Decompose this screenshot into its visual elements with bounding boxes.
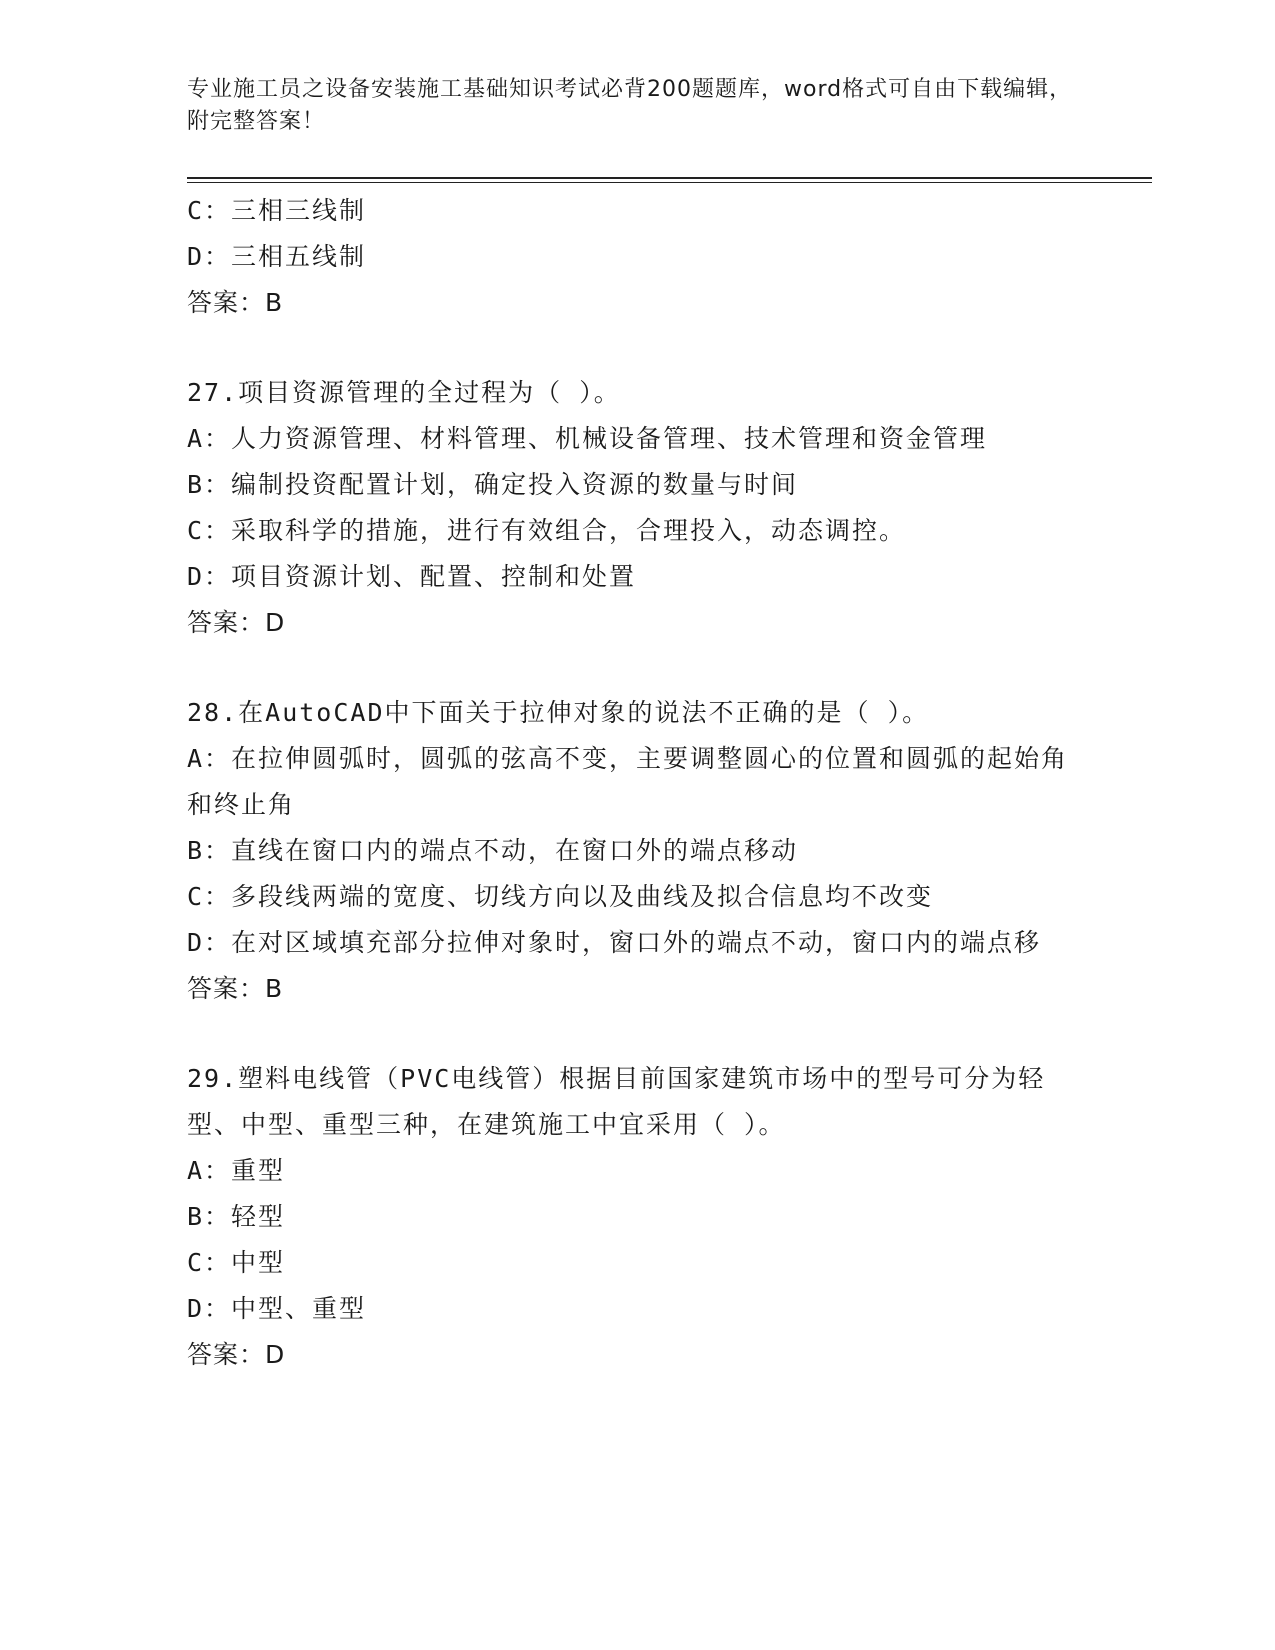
option-b: B：直线在窗口内的端点不动，在窗口外的端点移动 <box>187 836 799 865</box>
header-rule-thick <box>187 177 1152 179</box>
question-stem: 27.项目资源管理的全过程为（ ）。 <box>187 378 621 407</box>
option-b: B：轻型 <box>187 1202 286 1231</box>
question-26-continued <box>187 188 1087 326</box>
option-d: D：中型、重型 <box>187 1294 367 1323</box>
question-list <box>187 188 1087 1378</box>
answer: 答案：B <box>187 974 284 1003</box>
question-27 <box>187 370 1087 646</box>
option-b: B：编制投资配置计划，确定投入资源的数量与时间 <box>187 470 799 499</box>
option-a: A：在拉伸圆弧时，圆弧的弦高不变，主要调整圆心的位置和圆弧的起始角和终止角 <box>187 744 1069 819</box>
question-stem: 29.塑料电线管（PVC电线管）根据目前国家建筑市场中的型号可分为轻型、中型、重型三种，在建筑施工中宜采用（ ）。 <box>187 1064 1046 1139</box>
document-header: 专业施工员之设备安装施工基础知识考试必背200题题库，word格式可自由下载编辑，附完整答案！ <box>187 77 1073 134</box>
option-d: D：在对区域填充部分拉伸对象时，窗口外的端点不动，窗口内的端点移 <box>187 928 1042 957</box>
option-d: D：三相五线制 <box>187 242 367 271</box>
option-c: C：中型 <box>187 1248 286 1277</box>
option-c: C：三相三线制 <box>187 196 367 225</box>
answer: 答案：B <box>187 288 284 317</box>
answer: 答案：D <box>187 608 286 637</box>
question-28 <box>187 690 1087 1012</box>
answer: 答案：D <box>187 1340 286 1369</box>
option-a: A：人力资源管理、材料管理、机械设备管理、技术管理和资金管理 <box>187 424 988 453</box>
option-d: D：项目资源计划、配置、控制和处置 <box>187 562 637 591</box>
option-c: C：采取科学的措施，进行有效组合，合理投入，动态调控。 <box>187 516 907 545</box>
header-rule-thin <box>187 182 1152 183</box>
option-c: C：多段线两端的宽度、切线方向以及曲线及拟合信息均不改变 <box>187 882 934 911</box>
option-a: A：重型 <box>187 1156 286 1185</box>
question-29 <box>187 1056 1087 1378</box>
question-stem: 28.在AutoCAD中下面关于拉伸对象的说法不正确的是（ ）。 <box>187 698 930 727</box>
